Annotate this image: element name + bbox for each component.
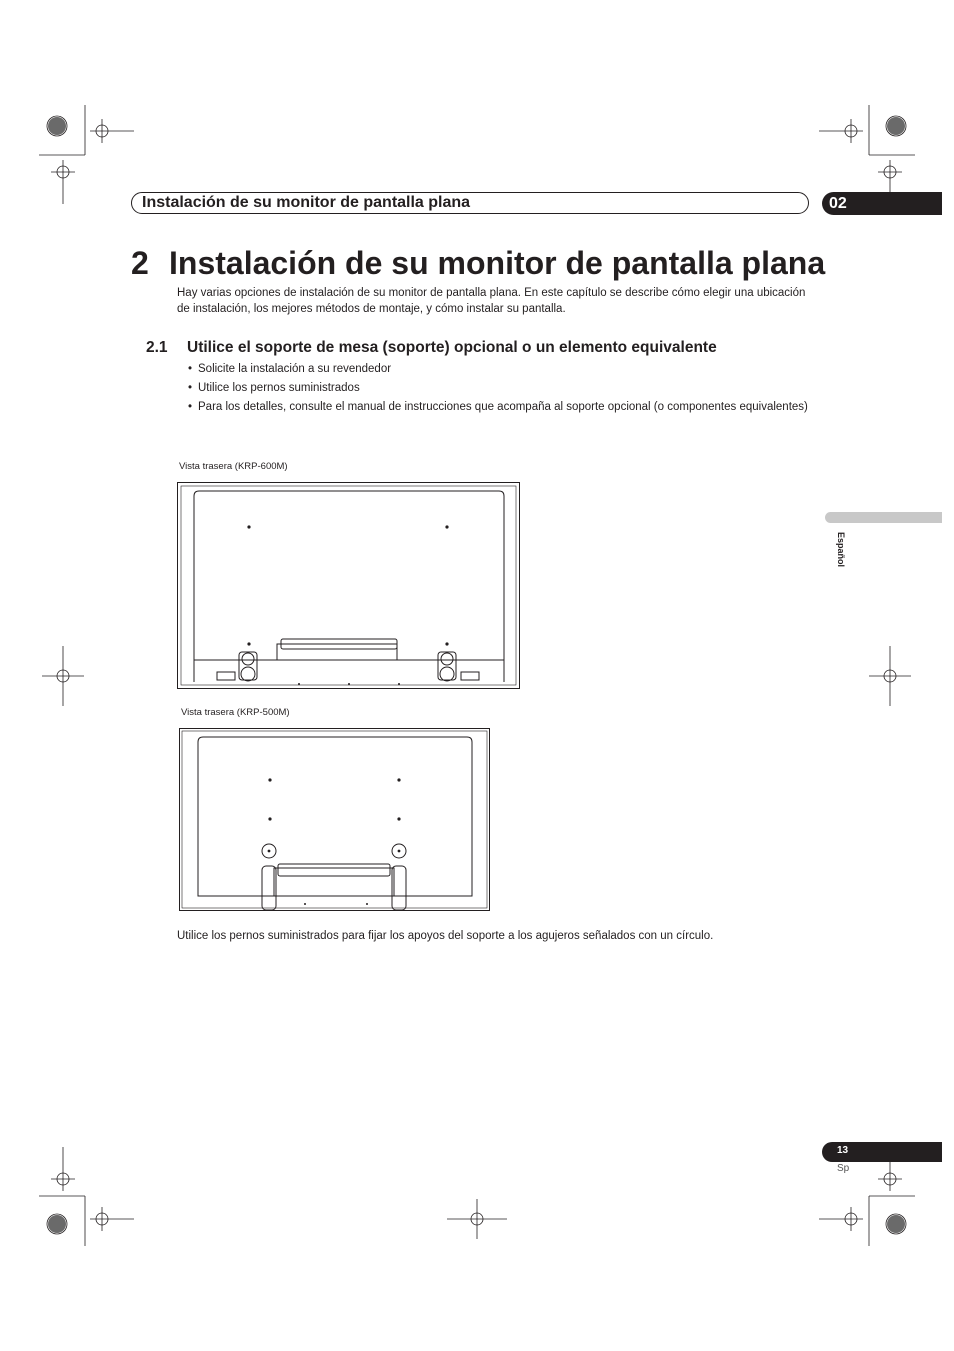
- chapter-heading-text: Instalación de su monitor de pantalla plana: [169, 245, 826, 281]
- section-title: Utilice el soporte de mesa (soporte) opcional o un elemento equivalente: [187, 339, 717, 356]
- section-number: 2.1: [146, 339, 168, 356]
- chapter-heading: [131, 241, 825, 285]
- page-language-code: Sp: [837, 1163, 850, 1174]
- bullet-list: [188, 362, 818, 419]
- list-item-text: Para los detalles, consulte el manual de instrucciones que acompaña al soporte opcional (o componentes equivalentes): [198, 401, 808, 413]
- page-number: 13: [837, 1145, 849, 1156]
- rear-view-krp500-diagram: [179, 728, 491, 912]
- rear-view-krp600-diagram: [177, 482, 521, 690]
- section-heading: [146, 338, 717, 358]
- list-item: • Para los detalles, consulte el manual de instrucciones que acompaña al soporte opcional (o componentes equivalentes): [188, 401, 808, 413]
- figure-caption-krp600: Vista trasera (KRP-600M): [179, 461, 288, 472]
- language-tab: [825, 512, 942, 523]
- language-label: Español: [836, 532, 846, 568]
- list-item: • Solicite la instalación a su revendedor: [188, 363, 392, 375]
- list-item-text: Solicite la instalación a su revendedor: [198, 363, 392, 375]
- running-header-title: Instalación de su monitor de pantalla plana: [142, 194, 471, 211]
- list-item-text: Utilice los pernos suministrados: [198, 382, 360, 394]
- instruction-note: Utilice los pernos suministrados para fijar los apoyos del soporte a los agujeros señalados con un círculo.: [177, 930, 714, 942]
- chapter-heading-number: 2: [131, 245, 149, 281]
- list-item: • Utilice los pernos suministrados: [188, 382, 360, 394]
- figure-caption-krp500: Vista trasera (KRP-500M): [181, 707, 290, 718]
- chapter-number: 02: [829, 195, 847, 212]
- intro-paragraph: Hay varias opciones de instalación de su monitor de pantalla plana. En este capítulo se describe cómo elegir una ubicación de instalación, los mejores métodos de montaje, y cómo instalar su pantalla.: [177, 287, 806, 315]
